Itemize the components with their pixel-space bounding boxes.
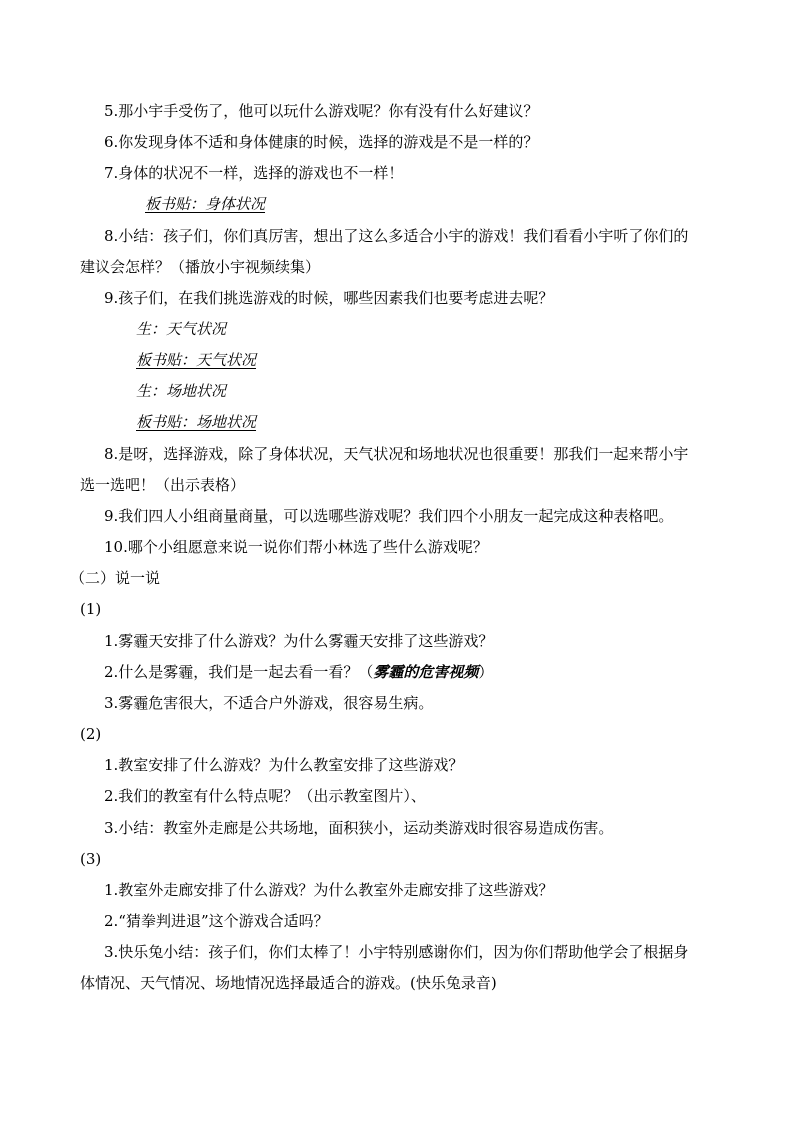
paragraph-line: 选一选吧！（出示表格） (80, 476, 246, 494)
board-note: 板书贴：天气状况 (136, 351, 257, 369)
subsection-label: (3) (80, 850, 102, 868)
subsection-label: (1) (80, 600, 102, 618)
board-note: 板书贴：身体状况 (145, 195, 266, 213)
paragraph-line: 7.身体的状况不一样，选择的游戏也不一样！ (104, 164, 404, 182)
student-answer: 生：场地状况 (136, 382, 227, 400)
paragraph-line: 6.你发现身体不适和身体健康的时候，选择的游戏是不是一样的？ (104, 133, 539, 151)
paragraph-line: 10.哪个小组愿意来说一说你们帮小林选了些什么游戏呢？ (104, 538, 488, 556)
paragraph-line: 3.雾霾危害很大，不适合户外游戏，很容易生病。 (104, 694, 434, 712)
paragraph-line: 2.“猜拳判进退”这个游戏合适吗？ (104, 912, 329, 930)
section-heading: （二）说一说 (70, 569, 161, 587)
paragraph-line: 8.是呀，选择游戏，除了身体状况，天气状况和场地状况也很重要！那我们一起来帮小宇 (104, 445, 689, 463)
paragraph-line: 1.教室安排了什么游戏？为什么教室安排了这些游戏？ (104, 756, 464, 774)
paragraph-line: 8.小结：孩子们，你们真厉害，想出了这么多适合小宇的游戏！我们看看小宇听了你们的 (104, 227, 689, 245)
paragraph-line: 5.那小宇手受伤了，他可以玩什么游戏呢？你有没有什么好建议？ (104, 102, 539, 120)
paragraph-line: 1.雾霾天安排了什么游戏？为什么雾霾天安排了这些游戏？ (104, 632, 494, 650)
subsection-label: (2) (80, 725, 102, 743)
paragraph-line: 9.我们四人小组商量商量，可以选哪些游戏呢？我们四个小朋友一起完成这种表格吧。 (104, 507, 674, 525)
paragraph-line: 3.小结：教室外走廊是公共场地，面积狭小，运动类游戏时很容易造成伤害。 (104, 819, 614, 837)
paragraph-line-mixed (104, 661, 493, 683)
paragraph-line: 体情况、天气情况、场地情况选择最适合的游戏。(快乐兔录音) (80, 974, 497, 992)
paragraph-line: 9.孩子们，在我们挑选游戏的时候，哪些因素我们也要考虑进去呢？ (104, 289, 554, 307)
video-note: 雾霾的危害视频 (373, 663, 479, 681)
paragraph-line: 2.我们的教室有什么特点呢？（出示教室图片）、 (104, 787, 426, 805)
paragraph-text: ） (478, 663, 494, 681)
paragraph-line: 3.快乐兔小结：孩子们，你们太棒了！小宇特别感谢你们，因为你们帮助他学会了根据身 (104, 943, 689, 961)
student-answer: 生：天气状况 (136, 320, 227, 338)
paragraph-line: 1.教室外走廊安排了什么游戏？为什么教室外走廊安排了这些游戏？ (104, 881, 554, 899)
paragraph-line: 建议会怎样？（播放小宇视频续集） (80, 258, 321, 276)
paragraph-text: 2.什么是雾霾，我们是一起去看一看？（ (104, 663, 374, 681)
board-note: 板书贴：场地状况 (136, 413, 257, 431)
